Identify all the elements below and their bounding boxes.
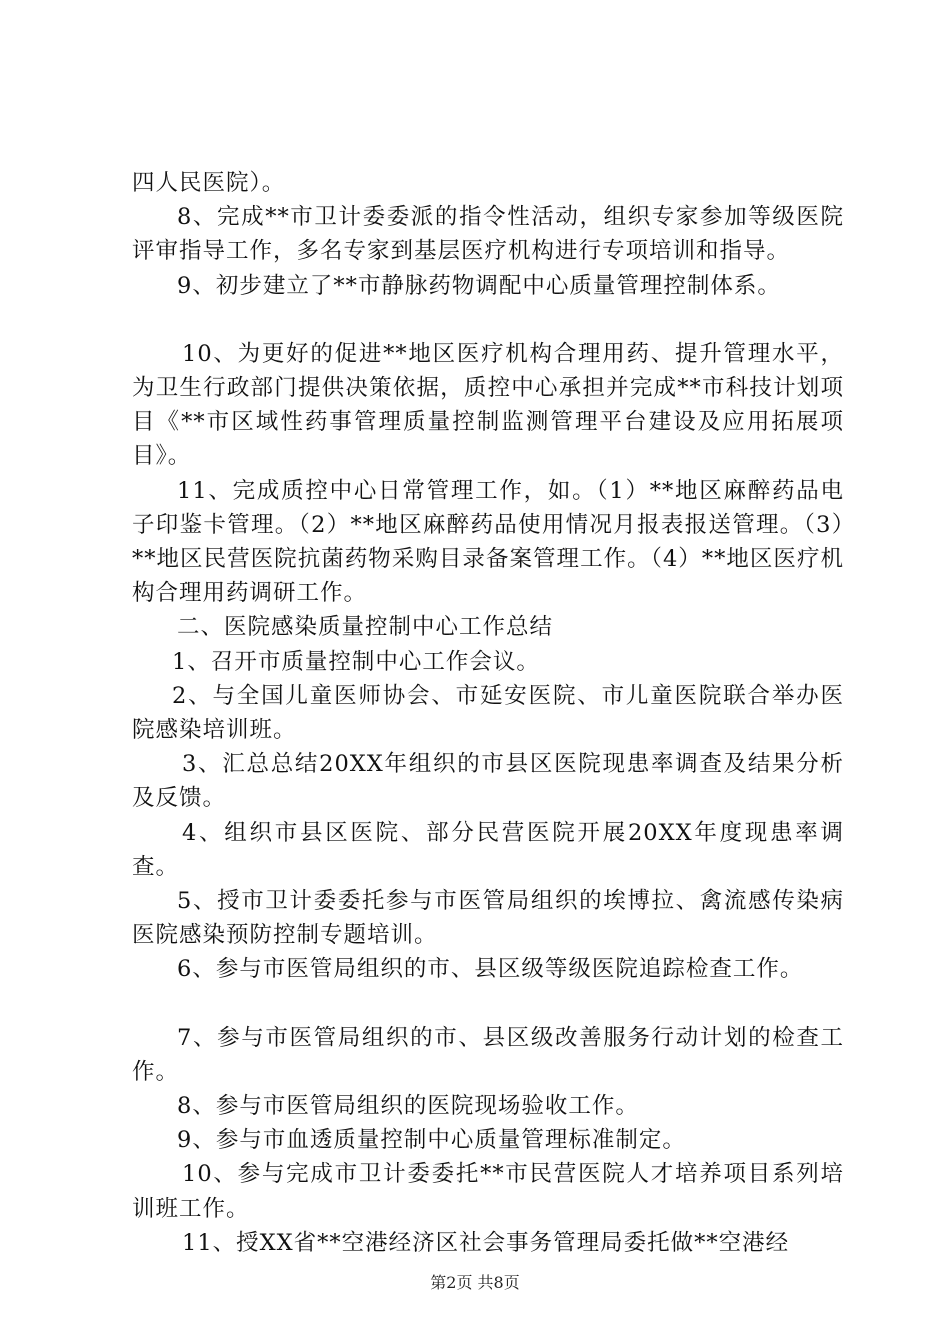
paragraph: 11、完成质控中心日常管理工作，如。（1）**地区麻醉药品电子印鉴卡管理。（2）**地区麻醉药品使用情况月报表报送管理。（3）**地区民营医院抗菌药物采购目录备案管理工作。（4）**地区医疗机构合理用药调研工作。 — [132, 477, 844, 607]
paragraph: 9、初步建立了**市静脉药物调配中心质量管理控制体系。 — [177, 272, 781, 299]
paragraph: 6、参与市医管局组织的市、县区级等级医院追踪检查工作。 — [177, 956, 804, 983]
paragraph: 2、与全国儿童医师协会、市延安医院、市儿童医院联合举办医院感染培训班。 — [132, 682, 844, 744]
document-body — [132, 166, 844, 1260]
paragraph: 8、完成**市卫计委委派的指令性活动，组织专家参加等级医院评审指导工作，多名专家到基层医疗机构进行专项培训和指导。 — [132, 204, 844, 265]
paragraph: 4、组织市县区医院、部分民营医院开展20XX年度现患率调查。 — [132, 819, 844, 880]
page-number: 第2页 共8页 — [430, 1273, 520, 1292]
paragraph: 10、参与完成市卫计委委托**市民营医院人才培养项目系列培训班工作。 — [132, 1161, 844, 1222]
paragraph: 四人民医院）。 — [132, 170, 286, 196]
paragraph: 9、参与市血透质量控制中心质量管理标准制定。 — [177, 1127, 686, 1154]
paragraph: 8、参与市医管局组织的医院现场验收工作。 — [177, 1093, 639, 1120]
page-footer — [0, 1270, 950, 1293]
paragraph: 5、授市卫计委委托参与市医管局组织的埃博拉、禽流感传染病医院感染预防控制专题培训。 — [132, 888, 844, 949]
paragraph: 10、为更好的促进**地区医疗机构合理用药、提升管理水平，为卫生行政部门提供决策依据，质控中心承担并完成**市科技计划项目《**市区域性药事管理质量控制监测管理平台建设及应用拓展项目》。 — [132, 340, 844, 470]
paragraph: 11、授XX省**空港经济区社会事务管理局委托做**空港经 — [182, 1229, 790, 1256]
section-heading: 二、医院感染质量控制中心工作总结 — [177, 614, 554, 641]
paragraph: 3、汇总总结20XX年组织的市县区医院现患率调查及结果分析及反馈。 — [132, 751, 844, 812]
paragraph: 1、召开市质量控制中心工作会议。 — [172, 648, 540, 675]
paragraph: 7、参与市医管局组织的市、县区级改善服务行动计划的检查工作。 — [132, 1024, 844, 1085]
